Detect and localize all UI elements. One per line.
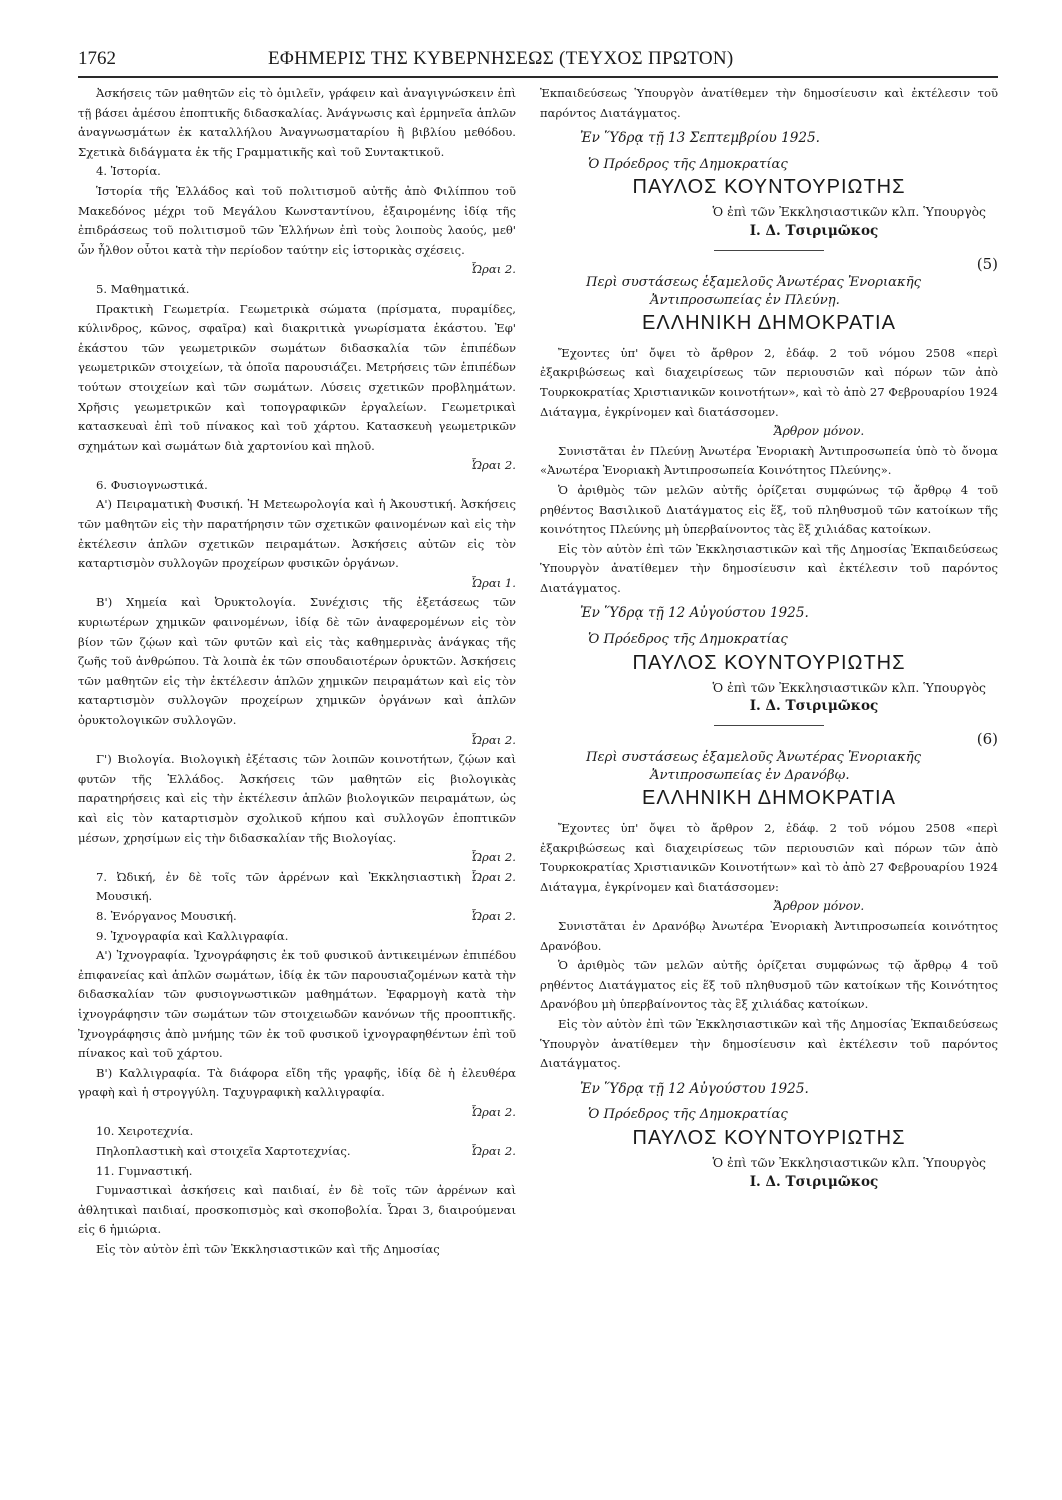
section-handicraft-row [78, 1142, 516, 1162]
president-name: ΠΑΥΛΟΣ ΚΟΥΝΤΟΥΡΙΩΤΗΣ [632, 1126, 906, 1149]
decree-subject: Ἀντιπροσωπείας ἐν Πλεύνῃ. [650, 293, 840, 309]
hours-row [78, 1103, 516, 1123]
place-date: Ἐν Ὕδρᾳ τῇ 13 Σεπτεμβρίου 1925. [580, 130, 821, 147]
decree-subject: Ἀντιπροσωπείας ἐν Δρανόβῳ. [650, 768, 850, 784]
president-label: Ὁ Πρόεδρος τῆς Δημοκρατίας [588, 156, 788, 172]
minister-label: Ὁ ἐπὶ τῶν Ἐκκλησιαστικῶν κλπ. Ὑπουργὸς [712, 1154, 986, 1170]
hours-label: Ὧραι 2. [470, 869, 516, 884]
hours-row [78, 456, 516, 476]
section-drawing-text: Α') Ἰχνογραφία. Ἰχνογράφησις ἐκ τοῦ φυσικοῦ ἀντικειμένων ἐπιπέδου ἐπιφανείας καὶ ἁπλῶν σωμάτων, ἰδίᾳ ἐκ τῶν παρουσιαζομένων κατὰ τὴν διδασκαλίαν τῶν φυσιογνωστικῶν μαθημάτων. Ἐφαρμογὴ κατὰ τὴν ἰχνογράφησιν τῶν σωμάτων τῶν στοιχειωδῶν κανόνων τῆς προοπτικῆς. Ἰχνογράφησις ἀπὸ μνήμης τῶν ἐκ τοῦ φυσικοῦ ἰχνογραφηθέντων ἐπὶ τοῦ πίνακος καὶ τοῦ χάρτου. [78, 948, 516, 1061]
article-paragraph: Εἰς τὸν αὐτὸν ἐπὶ τῶν Ἐκκλησιαστικῶν καὶ τῆς Δημοσίας Ἐκπαιδεύσεως Ὑπουργὸν ἀνατίθεμεν τὴν δημοσίευσιν καὶ ἐκτέλεσιν τοῦ παρόντος Διατάγματος. [540, 1016, 998, 1071]
section-chemistry-text: Β') Χημεία καὶ Ὀρυκτολογία. Συνέχισις τῆς ἐξετάσεως τῶν κυριωτέρων χημικῶν φαινομένων, ἰδίᾳ δὲ τῶν ἀναφερομένων εἰς τὸν βίον τῶν ζῴων καὶ τῶν φυτῶν καὶ εἰς τὰς καθημερινὰς ἀνάγκας τῆς ζωῆς τοῦ ἀνθρώπου. Τὰ λοιπὰ ἐκ τῶν σπουδαιοτέρων ὀρυκτῶν. Ἀσκήσεις τῶν μαθητῶν εἰς τὴν ἐκτέλεσιν ἁπλῶν χημικῶν πειραμάτων καὶ εἰς τὸν καταρτισμὸν συλλογῶν προχείρων χημικῶν ὀργάνων καὶ ἁπλῶν ὀρυκτολογικῶν συλλογῶν. [78, 595, 516, 727]
section-instrumental-row [78, 907, 516, 927]
minister-name: Ι. Δ. Τσιριμῶκος [749, 222, 879, 239]
hours-label: Ὧραι 2. [470, 1104, 516, 1119]
hours-label: Ὧραι 2. [470, 262, 516, 277]
place-date: Ἐν Ὕδρᾳ τῇ 12 Αὐγούστου 1925. [580, 1080, 809, 1097]
article-paragraph: Συνιστᾶται ἐν Δρανόβῳ Ἀνωτέρα Ἐνοριακὴ Ἀντιπροσωπεία κοινότητος Δρανόβου. [540, 919, 998, 953]
decree-subject: Περὶ συστάσεως ἑξαμελοῦς Ἀνωτέρας Ἐνοριακῆς [586, 275, 921, 291]
section-physics-text: Α') Πειραματικὴ Φυσική. Ἡ Μετεωρολογία καὶ ἡ Ἀκουστική. Ἀσκήσεις τῶν μαθητῶν εἰς τὴν παρατήρησιν τῶν σχετικῶν φαινομένων καὶ εἰς τὴν ἐκτέλεσιν ἁπλῶν σχετικῶν πειραμάτων. Ἀσκήσεις αὐτῶν εἰς τὸν καταρτισμὸν συλλογῶν προχείρων φυσικῶν ὀργάνων. [78, 497, 516, 571]
article-paragraph: Εἰς τὸν αὐτὸν ἐπὶ τῶν Ἐκκλησιαστικῶν καὶ τῆς Δημοσίας Ἐκπαιδεύσεως Ὑπουργὸν ἀνατίθεμεν τὴν δημοσίευσιν καὶ ἐκτέλεσιν τοῦ παρόντος Διατάγματος. [540, 541, 998, 595]
hours-row [78, 260, 516, 280]
section-gym-text: Γυμναστικαὶ ἀσκήσεις καὶ παιδιαί, ἐν δὲ τοῖς τῶν ἀρρένων καὶ ἀθλητικαὶ παιδιαί, προσκοπισμὸς καὶ σκοποβολία. Ὧραι 3, διαιρούμεναι εἰς 6 ἡμιώρια. [78, 1183, 516, 1237]
section-math-heading: 5. Μαθηματικά. [96, 281, 190, 296]
president-label: Ὁ Πρόεδρος τῆς Δημοκρατίας [588, 632, 788, 648]
preamble: Ἔχοντες ὑπ' ὄψει τὸ ἄρθρον 2, ἐδάφ. 2 τοῦ νόμου 2508 «περὶ ἐξακριβώσεως καὶ διαχειρίσεως τῶν περιουσιῶν καὶ πόρων τῶν ἀπὸ Τουρκοκρατίας Χριστιανικῶν Κοινοτήτων» καὶ τὸ ἀπὸ 27 Φεβρουαρίου 1924 Διάταγμα, ἐγκρίνομεν καὶ διατάσσομεν: [540, 821, 998, 894]
section-math-text: Πρακτικὴ Γεωμετρία. Γεωμετρικὰ σώματα (πρίσματα, πυραμίδες, κύλινδρος, κῶνος, σφαῖρα) καὶ διακριτικὰ γνωρίσματα ἑκάστου. Ἐφ' ἑκάστου τῶν γεωμετρικῶν σωμάτων διδασκαλία τῶν ἐπιπέδων γεωμετρικῶν στοιχείων, τὰ ὁποῖα παρουσιάζει. Μετρήσεις τῶν ἐπιπέδων τούτων στοιχείων καὶ τῶν σωμάτων. Λύσεις σχετικῶν προβλημάτων. Χρῆσις γεωμετρικῶν καὶ τοπογραφικῶν ἐργαλείων. Γεωμετρικαὶ κατασκευαὶ ἐπὶ τοῦ πίνακος καὶ τοῦ χάρτου. Κατασκευὴ γεωμετρικῶν σχημάτων καὶ σωμάτων διὰ χαρτονίου καὶ πηλοῦ. [78, 301, 516, 453]
header-rule [78, 76, 998, 78]
section-science-heading: 6. Φυσιογνωστικά. [96, 477, 208, 492]
continuation-paragraph: Ἐκπαιδεύσεως Ὑπουργὸν ἀνατίθεμεν τὴν δημοσίευσιν καὶ ἐκτέλεσιν τοῦ παρόντος Διατάγματος. [540, 86, 998, 120]
article-heading: Ἄρθρον μόνον. [773, 899, 865, 914]
section-divider [714, 250, 824, 251]
left-column [78, 84, 516, 1260]
minister-name: Ι. Δ. Τσιριμῶκος [749, 698, 879, 715]
right-column [540, 84, 998, 1192]
section-calligraphy-text: Β') Καλλιγραφία. Τὰ διάφορα εἴδη τῆς γραφῆς, ἰδίᾳ δὲ ἡ ἐλευθέρα γραφὴ καὶ ἡ στρογγύλη. Ταχυγραφικὴ καλλιγραφία. [78, 1065, 516, 1100]
president-label: Ὁ Πρόεδρος τῆς Δημοκρατίας [588, 1107, 788, 1123]
hours-row [78, 848, 516, 868]
section-history-text: Ἱστορία τῆς Ἑλλάδος καὶ τοῦ πολιτισμοῦ αὐτῆς ἀπὸ Φιλίππου τοῦ Μακεδόνος μέχρι τοῦ Μεγάλου Κωνσταντίνου, ἐξαιρομένης ἰδίᾳ τῆς ἐπιδράσεως τοῦ πολιτισμοῦ τῶν Ἑλλήνων ἐπὶ τοὺς λοιποὺς λαούς, μεθ' ὧν ἦλθον οὗτοι κατὰ τὴν περίοδον ταύτην εἰς ἱστορικὰς σχέσεις. [78, 183, 516, 257]
hours-label: Ὧραι 2. [470, 732, 516, 747]
decree-number: (6) [976, 729, 998, 748]
section-handicraft-heading: 10. Χειροτεχνία. [96, 1124, 194, 1139]
minister-name: Ι. Δ. Τσιριμῶκος [749, 1173, 879, 1190]
gazette-title: ΕΦΗΜΕΡΙΣ ΤΗΣ ΚΥΒΕΡΝΗΣΕΩΣ (ΤΕΥΧΟΣ ΠΡΩΤΟΝ) [268, 48, 734, 69]
decree-subject: Περὶ συστάσεως ἑξαμελοῦς Ἀνωτέρας Ἐνοριακῆς [586, 750, 921, 766]
section-music-heading: 7. Ὠδική, ἐν δὲ τοῖς τῶν ἀρρένων καὶ Ἐκκλησιαστικὴ Μουσική. [96, 869, 461, 904]
page-number: 1762 [78, 48, 116, 69]
president-name: ΠΑΥΛΟΣ ΚΟΥΝΤΟΥΡΙΩΤΗΣ [632, 176, 906, 199]
minister-label: Ὁ ἐπὶ τῶν Ἐκκλησιαστικῶν κλπ. Ὑπουργὸς [712, 679, 986, 695]
hours-label: Ὧραι 1. [470, 575, 516, 590]
article-paragraph: Ὁ ἀριθμὸς τῶν μελῶν αὐτῆς ὁρίζεται συμφώνως τῷ ἄρθρῳ 4 τοῦ ρηθέντος Βασιλικοῦ Διατάγματος εἰς ἕξ, τοῦ πληθυσμοῦ τῶν κατοίκων τῆς κοινότητος Πλεύνης μὴ ὑπερβαίνοντος τὰς ἓξ χιλιάδας κατοίκων. [540, 482, 998, 537]
president-name: ΠΑΥΛΟΣ ΚΟΥΝΤΟΥΡΙΩΤΗΣ [632, 651, 906, 674]
article-paragraph: Συνιστᾶται ἐν Πλεύνῃ Ἀνωτέρα Ἐνοριακὴ Ἀντιπροσωπεία ὑπὸ τὸ ὄνομα «Ἀνωτέρα Ἐνοριακὴ Ἀντιπροσωπεία Κοινότητος Πλεύνης». [540, 443, 998, 478]
page-header [78, 44, 998, 76]
hours-row [78, 731, 516, 751]
closing-line: Εἰς τὸν αὐτὸν ἐπὶ τῶν Ἐκκλησιαστικῶν καὶ τῆς Δημοσίας [96, 1242, 440, 1257]
section-instrumental-heading: 8. Ἐνόργανος Μουσική. [96, 908, 237, 923]
decree-number: (5) [976, 254, 998, 273]
intro-paragraph: Ἀσκήσεις τῶν μαθητῶν εἰς τὸ ὁμιλεῖν, γράφειν καὶ ἀναγιγνώσκειν ἐπὶ τῇ βάσει ἀμέσου ἐποπτικῆς διδασκαλίας. Ἀνάγνωσις καὶ ἑρμηνεῖα ἁπλῶν ἀναγνωσμάτων ἐκ καταλλήλου Ἀναγνωσματαρίου ἢ βιβλίου μεθόδου. Σχετικὰ διδάγματα ἐκ τῆς Γραμματικῆς καὶ τοῦ Συντακτικοῦ. [78, 86, 516, 159]
preamble: Ἔχοντες ὑπ' ὄψει τὸ ἄρθρον 2, ἐδάφ. 2 τοῦ νόμου 2508 «περὶ ἐξακριβώσεως καὶ διαχειρίσεως τῶν περιουσιῶν καὶ πόρων τῶν ἀπὸ Τουρκοκρατίας Χριστιανικῶν κοινοτήτων», καὶ τὸ ἀπὸ 27 Φεβρουαρίου 1924 Διάταγμα, ἐγκρίνομεν καὶ διατάσσομεν. [540, 345, 998, 419]
hours-label: Ὧραι 2. [470, 1144, 516, 1159]
republic-heading: ΕΛΛΗΝΙΚΗ ΔΗΜΟΚΡΑΤΙΑ [642, 312, 896, 335]
section-biology-text: Γ') Βιολογία. Βιολογικὴ ἐξέτασις τῶν λοιπῶν κοινοτήτων, ζῴων καὶ φυτῶν τῆς Ἑλλάδος. Ἀσκήσεις τῶν μαθητῶν εἰς βιολογικὰς παρατηρήσεις καὶ εἰς τὴν ἐκτέλεσιν ἁπλῶν βιολογικῶν πειραμάτων, ὡς καὶ εἰς τὸν καταρτισμὸν σχολικοῦ κήπου καὶ συλλογῶν ἐποπτικῶν μέσων, χρησίμων εἰς τὴν διδασκαλίαν τῆς Βιολογίας. [78, 752, 516, 845]
hours-label: Ὧραι 2. [470, 850, 516, 865]
section-gym-heading: 11. Γυμναστική. [96, 1163, 193, 1178]
section-handicraft-text: Πηλοπλαστικὴ καὶ στοιχεῖα Χαρτοτεχνίας. [96, 1144, 351, 1159]
hours-label: Ὧραι 2. [470, 908, 516, 923]
article-heading: Ἄρθρον μόνον. [773, 424, 865, 439]
hours-row [78, 574, 516, 594]
place-date: Ἐν Ὕδρᾳ τῇ 12 Αὐγούστου 1925. [580, 605, 809, 622]
section-divider [714, 725, 824, 726]
republic-heading: ΕΛΛΗΝΙΚΗ ΔΗΜΟΚΡΑΤΙΑ [642, 787, 896, 810]
article-paragraph: Ὁ ἀριθμὸς τῶν μελῶν αὐτῆς ὁρίζεται συμφώνως τῷ ἄρθρῳ 4 τοῦ ρηθέντος Διατάγματος εἰς ἕξ τοῦ πληθυσμοῦ τῶν κατοίκων τῆς Κοινότητος Δρανόβου μὴ ὑπερβαίνοντος τὰς ἓξ χιλιάδας κατοίκων. [540, 958, 998, 1012]
hours-label: Ὧραι 2. [470, 458, 516, 473]
minister-label: Ὁ ἐπὶ τῶν Ἐκκλησιαστικῶν κλπ. Ὑπουργὸς [712, 204, 986, 220]
section-drawing-heading: 9. Ἰχνογραφία καὶ Καλλιγραφία. [96, 928, 289, 943]
section-history-heading: 4. Ἱστορία. [96, 164, 161, 179]
section-music-row [78, 868, 516, 907]
